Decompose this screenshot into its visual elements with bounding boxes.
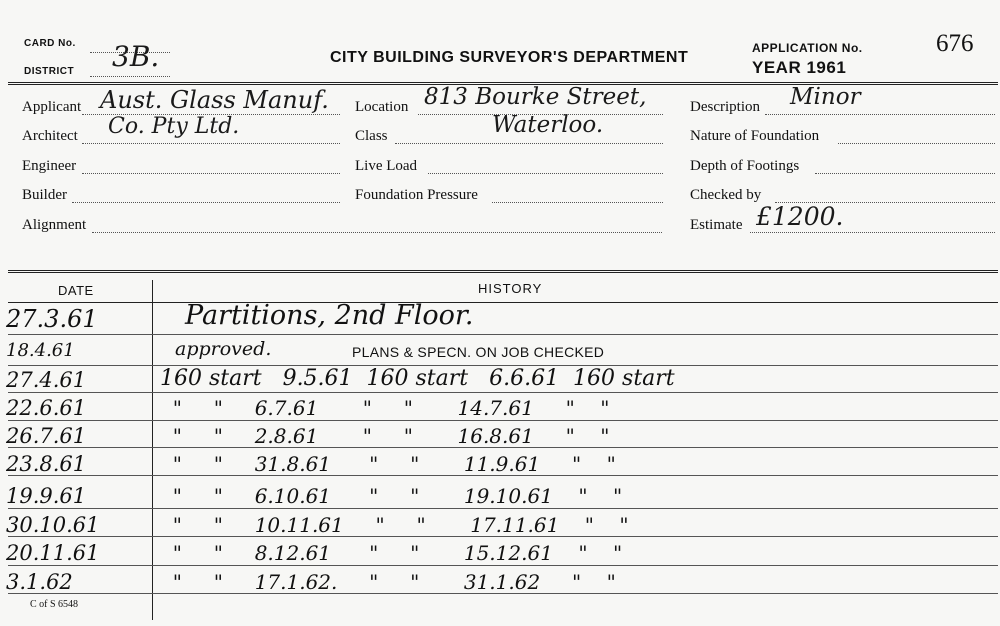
history-row-date: 27.3.61 xyxy=(6,305,98,333)
estimate-value: £1200. xyxy=(756,202,844,231)
history-row-text: " " 6.7.61 " " 14.7.61 " " xyxy=(160,396,610,420)
alignment-line xyxy=(92,232,662,233)
nature-of-foundation-label: Nature of Foundation xyxy=(690,128,820,144)
builder-label: Builder xyxy=(22,187,67,203)
applicant-label: Applicant xyxy=(22,99,82,115)
alignment-field xyxy=(22,216,86,234)
history-row-date: 19.9.61 xyxy=(6,484,87,508)
description-field xyxy=(690,98,760,116)
architect-field xyxy=(22,127,78,145)
history-header-underline xyxy=(8,302,998,303)
description-label: Description xyxy=(690,99,760,115)
district-value: 3B. xyxy=(112,40,160,73)
department-title: CITY BUILDING SURVEYOR'S DEPARTMENT xyxy=(330,49,689,66)
checked-by-field xyxy=(690,186,761,204)
description-line xyxy=(765,114,995,115)
class-line xyxy=(395,143,663,144)
location-label: Location xyxy=(355,99,409,115)
class-field xyxy=(355,127,388,145)
year-label: YEAR 1961 xyxy=(752,58,847,77)
class-value: Waterloo. xyxy=(492,112,604,138)
alignment-label: Alignment xyxy=(22,217,87,233)
application-number: 676 xyxy=(936,30,974,57)
live-load-field xyxy=(355,157,417,175)
history-row-text: " " 6.10.61 " " 19.10.61 " " xyxy=(160,484,623,508)
location-field xyxy=(355,98,408,116)
history-column-header: HISTORY xyxy=(478,281,543,296)
row-rule xyxy=(8,508,998,509)
engineer-label: Engineer xyxy=(22,158,77,174)
architect-line xyxy=(82,143,340,144)
history-row-text: " " 8.12.61 " " 15.12.61 " " xyxy=(160,541,623,565)
location-value: 813 Bourke Street, xyxy=(424,84,647,110)
history-row-date: 30.10.61 xyxy=(6,513,100,537)
estimate-label: Estimate xyxy=(690,217,743,233)
row-rule xyxy=(8,565,998,566)
checked-by-label: Checked by xyxy=(690,187,762,203)
engineer-field xyxy=(22,157,76,175)
history-row-date: 26.7.61 xyxy=(6,424,87,448)
history-row-date: 3.1.62 xyxy=(6,570,73,594)
history-row-date: 22.6.61 xyxy=(6,396,87,420)
nature-of-foundation-field xyxy=(690,127,819,145)
history-row-text: " " 10.11.61 " " 17.11.61 " " xyxy=(160,513,629,537)
builder-line xyxy=(72,202,340,203)
plans-checked-stamp: PLANS & SPECN. ON JOB CHECKED xyxy=(352,344,605,360)
nature-of-foundation-line xyxy=(838,143,995,144)
history-row-date: 23.8.61 xyxy=(6,452,87,476)
row-rule xyxy=(8,420,998,421)
history-row-text: approved. xyxy=(175,338,272,360)
date-column-header: DATE xyxy=(58,283,94,298)
district-label: DISTRICT xyxy=(24,66,75,77)
history-row-text: " " 31.8.61 " " 11.9.61 " " xyxy=(160,452,616,476)
class-label: Class xyxy=(355,128,388,144)
card-no-label: CARD No. xyxy=(24,38,76,49)
history-row-date: 20.11.61 xyxy=(6,541,100,565)
builder-field xyxy=(22,186,67,204)
history-row-text: " " 17.1.62. " " 31.1.62 " " xyxy=(160,570,616,594)
depth-of-footings-line xyxy=(815,173,995,174)
applicant-value: Aust. Glass Manuf. xyxy=(100,86,329,114)
history-row-text: 160 start 9.5.61 160 start 6.6.61 160 start xyxy=(160,366,675,391)
row-rule xyxy=(8,392,998,393)
history-row-text: " " 2.8.61 " " 16.8.61 " " xyxy=(160,424,610,448)
foundation-pressure-field xyxy=(355,186,478,204)
district-line xyxy=(90,76,170,77)
architect-value: Co. Pty Ltd. xyxy=(108,114,240,139)
estimate-line xyxy=(750,232,995,233)
applicant-field xyxy=(22,98,81,116)
history-top-divider xyxy=(8,270,998,273)
history-row-text: Partitions, 2nd Floor. xyxy=(185,300,474,331)
live-load-line xyxy=(428,173,663,174)
live-load-label: Live Load xyxy=(355,158,418,174)
description-value: Minor xyxy=(790,84,861,110)
estimate-field xyxy=(690,216,743,234)
history-row-date: 18.4.61 xyxy=(6,340,75,361)
architect-label: Architect xyxy=(22,128,78,144)
foundation-pressure-label: Foundation Pressure xyxy=(355,187,478,203)
form-number: C of S 6548 xyxy=(30,599,79,610)
depth-of-footings-label: Depth of Footings xyxy=(690,158,800,174)
date-column-divider xyxy=(152,280,153,620)
row-rule xyxy=(8,334,998,335)
history-row-date: 27.4.61 xyxy=(6,368,87,392)
engineer-line xyxy=(82,173,340,174)
foundation-pressure-line xyxy=(492,202,663,203)
depth-of-footings-field xyxy=(690,157,799,175)
application-label: APPLICATION No. xyxy=(752,41,863,55)
